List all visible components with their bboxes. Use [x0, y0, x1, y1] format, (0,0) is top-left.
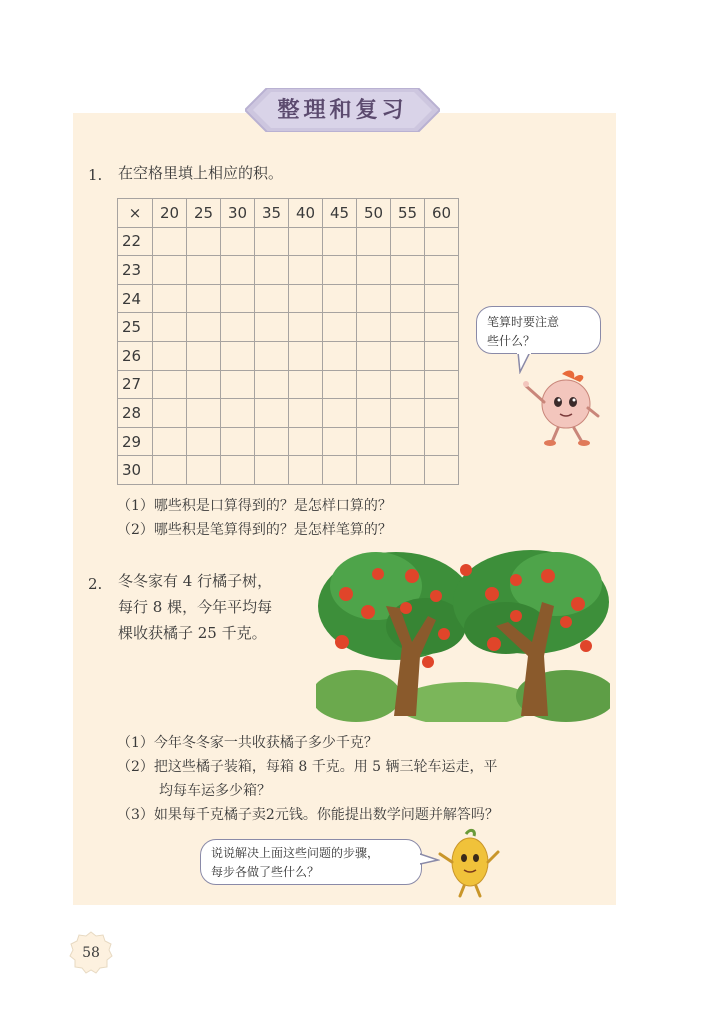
- product-blank-cell: [289, 370, 323, 399]
- product-blank-cell: [187, 399, 221, 428]
- table-column-header: 40: [289, 199, 323, 228]
- table-row: [118, 341, 459, 370]
- table-row-header: 29: [118, 427, 153, 456]
- page-title: 整理和复习: [277, 97, 408, 123]
- table-column-header: 20: [153, 199, 187, 228]
- product-blank-cell: [255, 313, 289, 342]
- question-2-text-line-3: 棵收获橘子 25 千克。: [118, 624, 267, 642]
- product-blank-cell: [391, 370, 425, 399]
- table-column-header: 30: [221, 199, 255, 228]
- table-row: [118, 284, 459, 313]
- table-row-header: 27: [118, 370, 153, 399]
- product-blank-cell: [153, 456, 187, 485]
- speech-bubble-1-line-1: 笔算时要注意: [487, 315, 560, 329]
- product-blank-cell: [187, 284, 221, 313]
- table-row-header: 26: [118, 341, 153, 370]
- product-blank-cell: [425, 370, 459, 399]
- product-blank-cell: [153, 256, 187, 285]
- product-blank-cell: [391, 227, 425, 256]
- product-blank-cell: [391, 456, 425, 485]
- table-row-header: 28: [118, 399, 153, 428]
- product-blank-cell: [187, 256, 221, 285]
- question-2-sub-2: （2）把这些橘子装箱，每箱 8 千克。用 5 辆三轮车运走，平: [117, 759, 498, 775]
- product-blank-cell: [391, 427, 425, 456]
- question-2-sub-2-cont: 均每车运多少箱？: [159, 783, 271, 799]
- question-2-text: [118, 568, 272, 646]
- product-blank-cell: [391, 256, 425, 285]
- product-blank-cell: [153, 313, 187, 342]
- product-blank-cell: [357, 399, 391, 428]
- product-blank-cell: [425, 456, 459, 485]
- bean-mascot-illustration: [436, 828, 502, 900]
- speech-bubble-1: [476, 306, 601, 354]
- question-1-text: 在空格里填上相应的积。: [118, 164, 284, 182]
- product-blank-cell: [357, 341, 391, 370]
- speech-bubble-2: [200, 839, 422, 885]
- product-blank-cell: [391, 341, 425, 370]
- orange-trees-illustration: [316, 546, 610, 722]
- product-blank-cell: [323, 227, 357, 256]
- multiplication-table: [117, 198, 459, 485]
- product-blank-cell: [323, 313, 357, 342]
- product-blank-cell: [221, 284, 255, 313]
- product-blank-cell: [357, 227, 391, 256]
- product-blank-cell: [255, 341, 289, 370]
- question-2-number: 2.: [88, 575, 103, 593]
- table-column-header: 35: [255, 199, 289, 228]
- product-blank-cell: [323, 256, 357, 285]
- product-blank-cell: [289, 427, 323, 456]
- product-blank-cell: [221, 256, 255, 285]
- product-blank-cell: [153, 370, 187, 399]
- product-blank-cell: [323, 456, 357, 485]
- product-blank-cell: [289, 399, 323, 428]
- product-blank-cell: [221, 313, 255, 342]
- product-blank-cell: [255, 456, 289, 485]
- title-banner: [245, 88, 440, 132]
- product-blank-cell: [357, 427, 391, 456]
- table-row: [118, 427, 459, 456]
- product-blank-cell: [323, 427, 357, 456]
- product-blank-cell: [289, 341, 323, 370]
- product-blank-cell: [425, 313, 459, 342]
- product-blank-cell: [323, 341, 357, 370]
- table-corner-times: ×: [118, 199, 153, 228]
- table-column-header: 45: [323, 199, 357, 228]
- product-blank-cell: [391, 399, 425, 428]
- table-row-header: 23: [118, 256, 153, 285]
- product-blank-cell: [323, 370, 357, 399]
- product-blank-cell: [289, 227, 323, 256]
- product-blank-cell: [221, 399, 255, 428]
- table-column-header: 25: [187, 199, 221, 228]
- table-header-row: [118, 199, 459, 228]
- product-blank-cell: [153, 399, 187, 428]
- table-row-header: 24: [118, 284, 153, 313]
- product-blank-cell: [357, 456, 391, 485]
- table-row: [118, 256, 459, 285]
- product-blank-cell: [187, 227, 221, 256]
- product-blank-cell: [323, 284, 357, 313]
- peach-mascot-illustration: [518, 366, 608, 448]
- product-blank-cell: [187, 313, 221, 342]
- table-row: [118, 399, 459, 428]
- product-blank-cell: [425, 341, 459, 370]
- product-blank-cell: [289, 313, 323, 342]
- table-column-header: 55: [391, 199, 425, 228]
- table-row-header: 22: [118, 227, 153, 256]
- product-blank-cell: [357, 370, 391, 399]
- product-blank-cell: [221, 456, 255, 485]
- product-blank-cell: [187, 341, 221, 370]
- product-blank-cell: [255, 256, 289, 285]
- product-blank-cell: [425, 399, 459, 428]
- product-blank-cell: [255, 284, 289, 313]
- speech-bubble-2-line-2: 每步各做了些什么？: [211, 865, 320, 879]
- product-blank-cell: [255, 227, 289, 256]
- table-column-header: 50: [357, 199, 391, 228]
- table-row: [118, 313, 459, 342]
- speech-bubble-1-line-2: 些什么？: [487, 334, 536, 348]
- table-column-header: 60: [425, 199, 459, 228]
- product-blank-cell: [425, 427, 459, 456]
- question-2-text-line-1: 冬冬家有 4 行橘子树，: [118, 572, 273, 590]
- product-blank-cell: [153, 341, 187, 370]
- table-row-header: 25: [118, 313, 153, 342]
- product-blank-cell: [153, 427, 187, 456]
- table-row-header: 30: [118, 456, 153, 485]
- product-blank-cell: [425, 227, 459, 256]
- product-blank-cell: [221, 227, 255, 256]
- product-blank-cell: [357, 313, 391, 342]
- product-blank-cell: [425, 256, 459, 285]
- page-number: 58: [82, 945, 100, 961]
- product-blank-cell: [221, 427, 255, 456]
- speech-bubble-2-line-1: 说说解决上面这些问题的步骤，: [211, 846, 380, 860]
- table-row: [118, 227, 459, 256]
- product-blank-cell: [153, 227, 187, 256]
- question-2-sub-3: （3）如果每千克橘子卖2元钱。你能提出数学问题并解答吗？: [117, 807, 499, 823]
- product-blank-cell: [255, 370, 289, 399]
- question-1-sub-2: （2）哪些积是笔算得到的？是怎样笔算的？: [117, 522, 392, 538]
- page-number-badge: [68, 930, 114, 976]
- product-blank-cell: [425, 284, 459, 313]
- product-blank-cell: [391, 284, 425, 313]
- product-blank-cell: [187, 427, 221, 456]
- table-row: [118, 456, 459, 485]
- product-blank-cell: [255, 427, 289, 456]
- product-blank-cell: [289, 284, 323, 313]
- product-blank-cell: [221, 341, 255, 370]
- product-blank-cell: [187, 456, 221, 485]
- product-blank-cell: [289, 456, 323, 485]
- product-blank-cell: [391, 313, 425, 342]
- question-2-sub-1: （1）今年冬冬家一共收获橘子多少千克？: [117, 735, 378, 751]
- product-blank-cell: [153, 284, 187, 313]
- question-1-sub-1: （1）哪些积是口算得到的？是怎样口算的？: [117, 498, 392, 514]
- product-blank-cell: [323, 399, 357, 428]
- product-blank-cell: [289, 256, 323, 285]
- product-blank-cell: [357, 284, 391, 313]
- product-blank-cell: [221, 370, 255, 399]
- table-row: [118, 370, 459, 399]
- product-blank-cell: [255, 399, 289, 428]
- question-1-number: 1.: [88, 166, 103, 184]
- product-blank-cell: [187, 370, 221, 399]
- question-2-text-line-2: 每行 8 棵，今年平均每: [118, 598, 273, 616]
- product-blank-cell: [357, 256, 391, 285]
